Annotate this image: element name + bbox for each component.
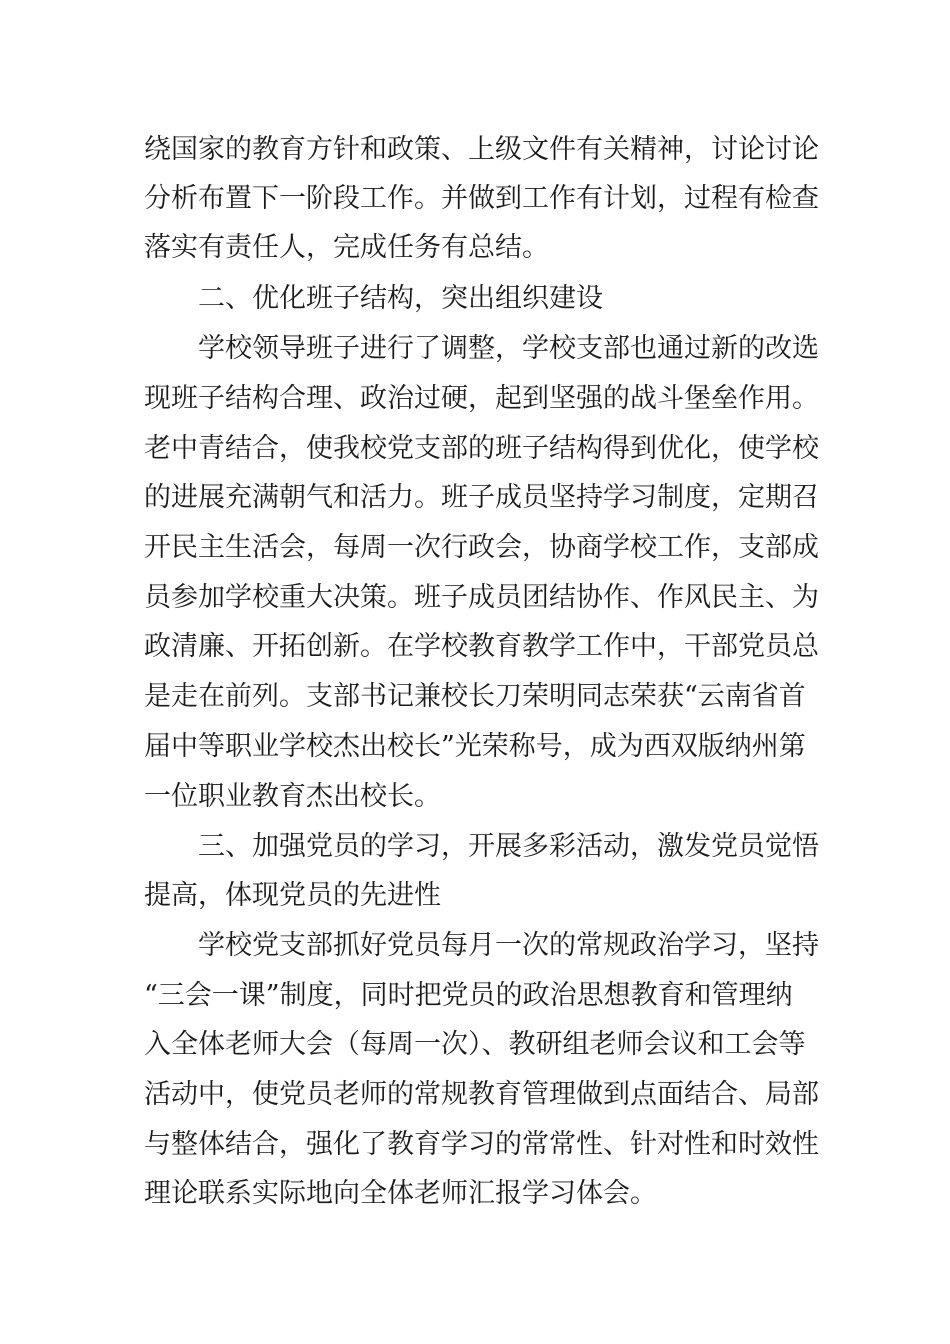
paragraph-line: 活动中，使党员老师的常规教育管理做到点面结合、局部 — [144, 1079, 819, 1110]
paragraph-line: 理论联系实际地向全体老师汇报学习体会。 — [144, 1178, 657, 1209]
paragraph-line: 入全体老师大会（每周一次）、教研组老师会议和工会等 — [144, 1029, 806, 1060]
paragraph-line: 分析布置下一阶段工作。并做到工作有计划，过程有检查 — [144, 183, 819, 214]
section-heading: 三、加强党员的学习，开展多彩活动，激发党员觉悟 — [198, 831, 819, 862]
paragraph-line: 学校领导班子进行了调整，学校支部也通过新的改选 — [198, 333, 819, 364]
paragraph-line: 老中青结合，使我校党支部的班子结构得到优化，使学校 — [144, 433, 819, 464]
paragraph-line: 现班子结构合理、政治过硬，起到坚强的战斗堡垒作用。 — [144, 383, 819, 414]
section-heading-continued: 提高，体现党员的先进性 — [144, 880, 441, 911]
paragraph-line: 政清廉、开拓创新。在学校教育教学工作中，干部党员总 — [144, 631, 819, 662]
paragraph-line: 与整体结合，强化了教育学习的常常性、针对性和时效性 — [144, 1129, 819, 1160]
paragraph-line: 一位职业教育杰出校长。 — [144, 781, 441, 812]
paragraph-line: 员参加学校重大决策。班子成员团结协作、作风民主、为 — [144, 582, 819, 613]
paragraph-line: 开民主生活会，每周一次行政会，协商学校工作，支部成 — [144, 532, 819, 563]
paragraph-line: 是走在前列。支部书记兼校长刀荣明同志荣获“云南省首 — [144, 681, 806, 712]
paragraph-line: “三会一课”制度，同时把党员的政治思想教育和管理纳 — [144, 980, 793, 1011]
paragraph-line: 落实有责任人，完成任务有总结。 — [144, 232, 549, 263]
paragraph-line: 届中等职业学校杰出校长”光荣称号，成为西双版纳州第 — [144, 731, 806, 762]
paragraph-line: 学校党支部抓好党员每月一次的常规政治学习，坚持 — [198, 930, 819, 961]
paragraph-line: 绕国家的教育方针和政策、上级文件有关精神，讨论讨论 — [144, 134, 819, 165]
paragraph-line: 的进展充满朝气和活力。班子成员坚持学习制度，定期召 — [144, 482, 819, 513]
section-heading: 二、优化班子结构，突出组织建设 — [198, 283, 603, 314]
